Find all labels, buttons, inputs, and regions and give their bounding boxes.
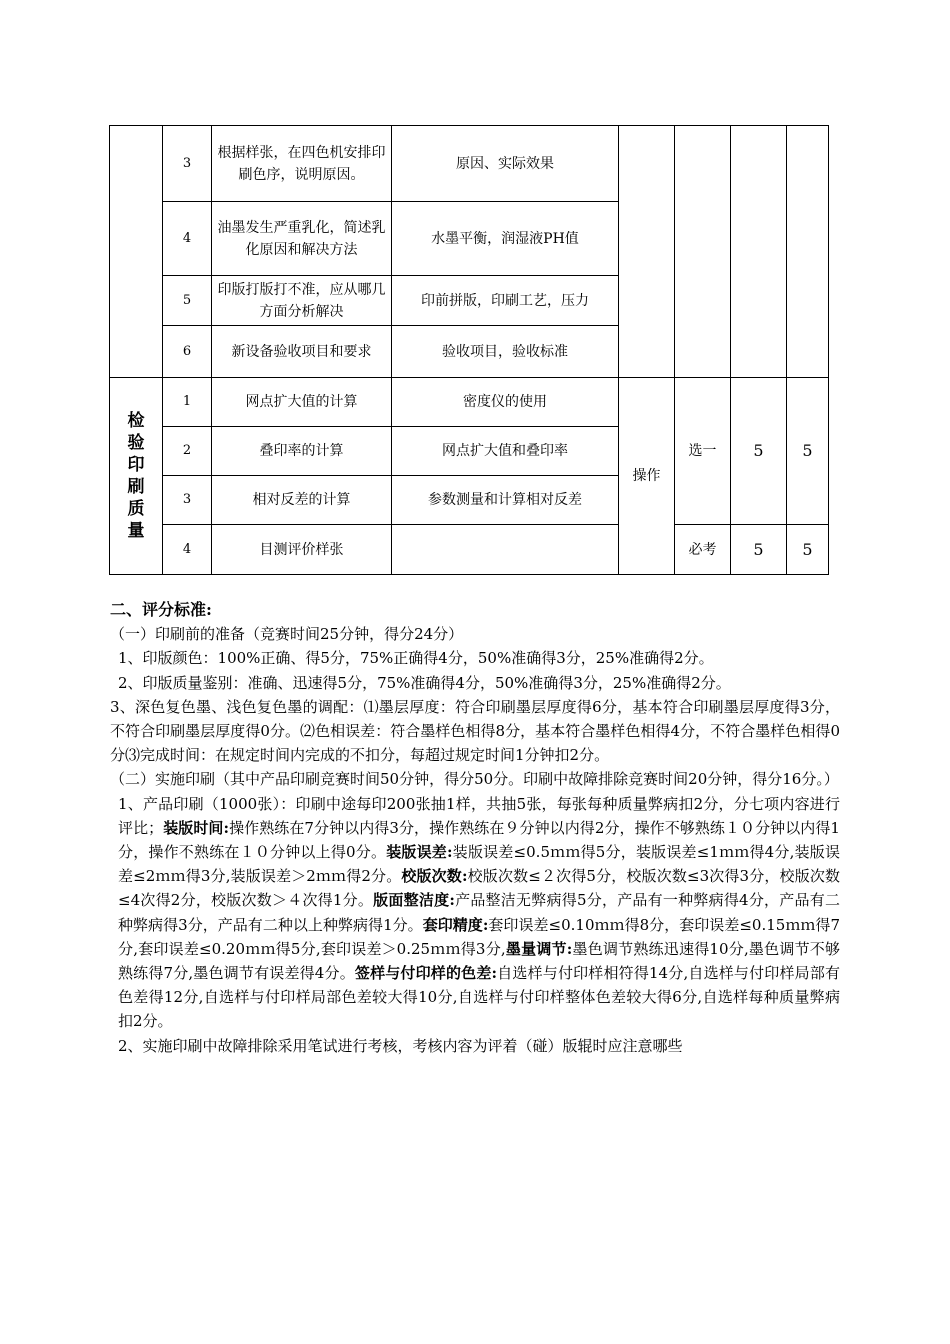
select-score: 5: [731, 378, 787, 525]
required-label: 必考: [675, 525, 731, 575]
item-number: 3: [163, 476, 212, 525]
text-run: 操作熟练在7分钟以内得3分，操作熟练在９分钟以内得2分，操作不够熟练１０分钟以内得1分，操作不熟练在１０分钟以上得0分。: [118, 818, 840, 862]
keyword: 版面整洁度:: [373, 891, 455, 910]
score-cell-empty: [731, 126, 787, 378]
item-content: 相对反差的计算: [212, 476, 392, 525]
score2-cell-empty: [787, 126, 829, 378]
subsection-title-1: （一）印刷前的准备（竞赛时间25分钟，得分24分）: [110, 625, 464, 644]
table-row: [110, 126, 829, 202]
keyword: 签样与付印样的色差:: [354, 964, 498, 983]
item-points: 验收项目，验收标准: [392, 326, 619, 378]
method-cell-empty: [619, 126, 675, 378]
paragraph: 2、实施印刷中故障排除采用笔试进行考核，考核内容为评着（碰）版辊时应注意哪些: [118, 1036, 683, 1055]
text-run: 产品整洁无弊病得5分，产品有一种弊病得4分，产品有二种弊病得3分，产品有二种以上种弊病得1分。: [118, 891, 840, 934]
text-run: 装版误差≤0.5ｍｍ得5分，装版误差≤1ｍｍ得4分,装版误差≤2ｍｍ得3分,装版误差＞2ｍｍ得2分。: [118, 843, 840, 886]
item-points: 参数测量和计算相对反差: [392, 476, 619, 525]
text-run: 1、产品印刷（1000张）：印刷中途每印200张抽1样，共抽5张，每张每种质量弊病扣2分，分七项内容进行评比；: [118, 794, 840, 837]
item-number: 4: [163, 202, 212, 276]
required-score: 5: [731, 525, 787, 575]
table-row: [110, 378, 829, 427]
required-score-2: 5: [787, 525, 829, 575]
item-content: 印版打版打不准，应从哪几方面分析解决: [212, 276, 392, 326]
paragraph: 2、印版质量鉴别：准确、迅速得5分，75%准确得4分，50%准确得3分，25%准确得2分。: [118, 673, 731, 692]
item-points: [392, 525, 619, 575]
paragraph: 1、印版颜色：100%正确、得5分，75%正确得4分，50%准确得3分，25%准确得2分。: [118, 649, 714, 668]
item-number: 2: [163, 427, 212, 476]
item-points: 网点扩大值和叠印率: [392, 427, 619, 476]
method-label: 操作: [619, 378, 675, 575]
section-heading: 二、评分标准:: [110, 600, 212, 619]
select-score-2: 5: [787, 378, 829, 525]
category-cell-empty: [110, 126, 163, 378]
item-points: 原因、实际效果: [392, 126, 619, 202]
item-number: 6: [163, 326, 212, 378]
keyword: 装版误差:: [386, 843, 453, 862]
item-number: 1: [163, 378, 212, 427]
item-content: 新设备验收项目和要求: [212, 326, 392, 378]
text-run: 套印误差≤0.10ｍｍ得8分，套印误差≤0.15ｍｍ得7分,套印误差≤0.20ｍｍ得5分,套印误差＞0.25ｍｍ得3分,: [118, 915, 840, 958]
keyword: 装版时间:: [163, 818, 230, 837]
text-run: 自选样与付印样相符得14分,自选样与付印样局部有色差得12分,自选样与付印样局部色差较大得10分,自选样与付印样整体色差较大得6分,自选样每种质量弊病扣2分。: [118, 964, 841, 1031]
scoring-standards: [110, 598, 840, 1058]
paragraph-product-printing: [110, 792, 840, 1034]
item-content: 根据样张，在四色机安排印刷色序，说明原因。: [212, 126, 392, 202]
item-content: 叠印率的计算: [212, 427, 392, 476]
item-content: 目测评价样张: [212, 525, 392, 575]
item-points: 印前拼版，印刷工艺，压力: [392, 276, 619, 326]
item-content: 油墨发生严重乳化，简述乳化原因和解决方法: [212, 202, 392, 276]
item-number: 4: [163, 525, 212, 575]
item-points: 密度仪的使用: [392, 378, 619, 427]
item-number: 3: [163, 126, 212, 202]
keyword: 校版次数:: [401, 867, 468, 886]
table-row: [110, 525, 829, 575]
subsection-title-2: （二）实施印刷（其中产品印刷竞赛时间50分钟，得分50分。印刷中故障排除竞赛时间20分钟，得分16分。）: [110, 770, 839, 789]
text-run: 墨色调节熟练迅速得10分,墨色调节不够熟练得7分,墨色调节有误差得4分。: [118, 939, 840, 983]
category-label: 检验印刷质量: [110, 378, 163, 575]
select-one-label: 选一: [675, 378, 731, 525]
item-number: 5: [163, 276, 212, 326]
text-run: 校版次数≤２次得5分，校版次数≤3次得3分，校版次数≤4次得2分，校版次数＞４次得1分。: [118, 867, 840, 910]
item-content: 网点扩大值的计算: [212, 378, 392, 427]
keyword: 墨量调节:: [505, 939, 573, 958]
exam-items-table: [109, 125, 829, 575]
item-points: 水墨平衡，润湿液PH值: [392, 202, 619, 276]
type-cell-empty: [675, 126, 731, 378]
paragraph: 3、深色复色墨、浅色复色墨的调配：⑴墨层厚度：符合印刷墨层厚度得6分，基本符合印刷墨层厚度得3分，不符合印刷墨层厚度得0分。⑵色相误差：符合墨样色相得8分，基本符合墨样色相得4分，不符合墨样色相得0分⑶完成时间：在规定时间内完成的不扣分，每超过规定时间1分钟扣2分。: [110, 697, 840, 765]
keyword: 套印精度:: [422, 915, 489, 934]
